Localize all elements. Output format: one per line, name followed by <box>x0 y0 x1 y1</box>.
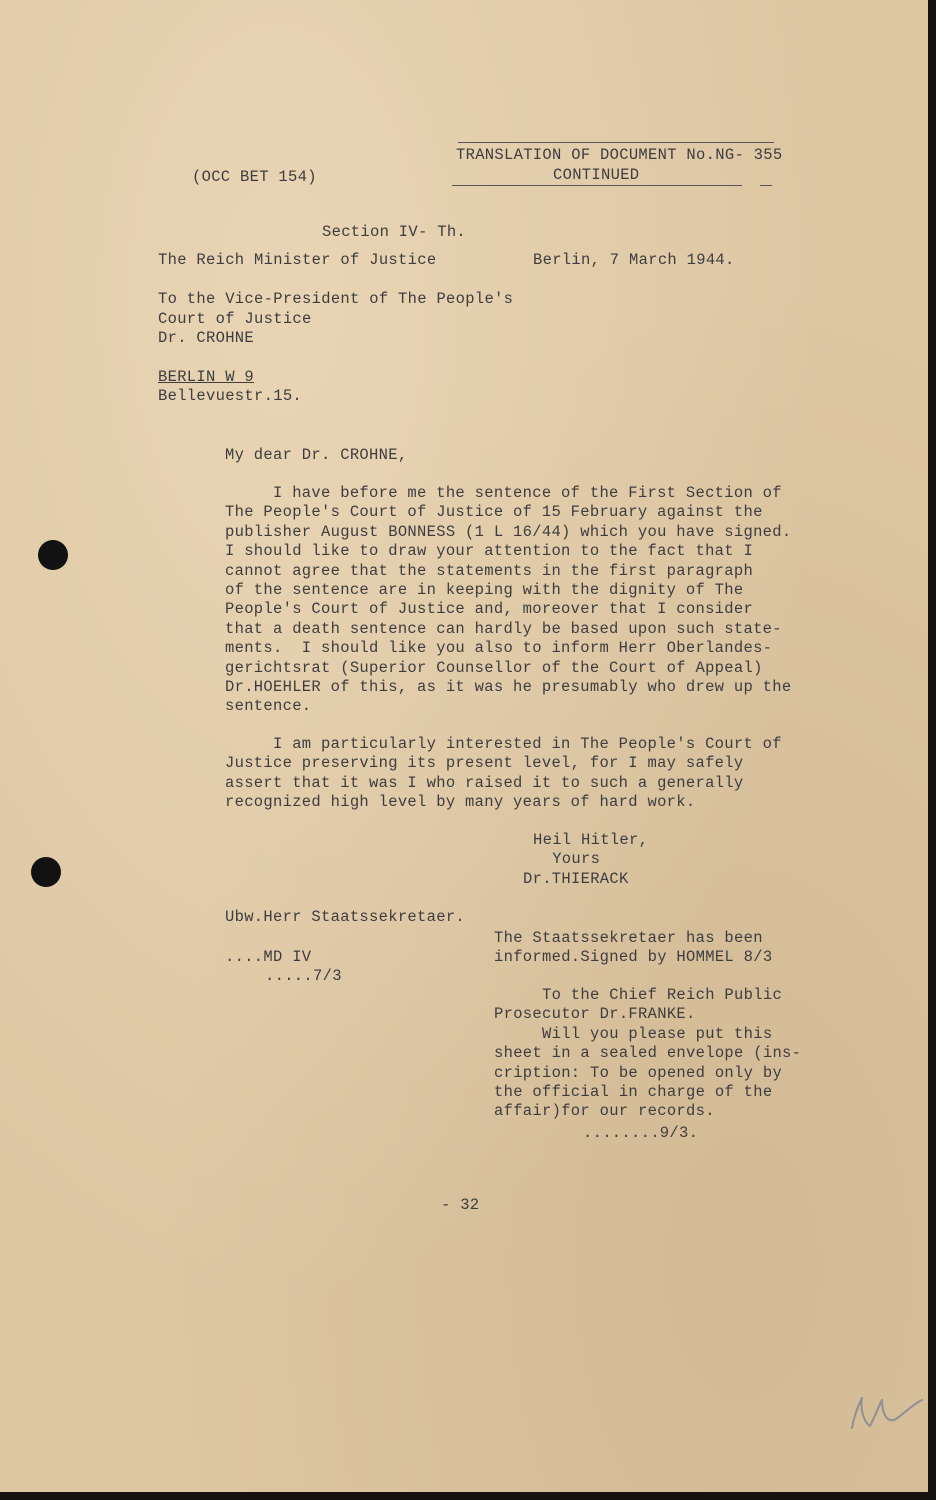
address-street: Bellevuestr.15. <box>158 387 303 405</box>
signature-name: Dr.THIERACK <box>523 870 629 888</box>
header-bottom-rule <box>452 185 742 186</box>
informed-note: informed.Signed by HOMMEL 8/3 <box>494 948 773 966</box>
instruction-line: Will you please put this <box>494 1025 773 1043</box>
salutation: My dear Dr. CROHNE, <box>225 446 408 464</box>
recipient-line: Court of Justice <box>158 310 312 328</box>
informed-note: The Staatssekretaer has been <box>494 929 763 947</box>
paragraph-line: I should like to draw your attention to the fact that I <box>225 542 754 561</box>
instruction-line: cription: To be opened only by <box>494 1064 783 1082</box>
ubw-note: Ubw.Herr Staatssekretaer. <box>225 908 466 926</box>
instruction-line: sheet in a sealed envelope (ins- <box>494 1044 802 1062</box>
section-label: Section IV- Th. <box>322 223 467 241</box>
paragraph-line: assert that it was I who raised it to such a generally <box>225 773 744 792</box>
page-number: - 32 <box>441 1196 480 1214</box>
paragraph-line: People's Court of Justice and, moreover that I consider <box>225 600 754 619</box>
header-tail-rule <box>760 185 772 186</box>
continued-label: CONTINUED <box>553 166 640 184</box>
paragraph-line: sentence. <box>225 697 312 716</box>
paragraph-line: gerichtsrat (Superior Counsellor of the Court of Appeal) <box>225 658 763 677</box>
address-city: BERLIN W 9 <box>158 368 255 386</box>
paragraph-line: Justice preserving its present level, for I may safely <box>225 754 744 773</box>
paragraph-line: cannot agree that the statements in the first paragraph <box>225 561 754 580</box>
paragraph-line: The People's Court of Justice of 15 February against the <box>225 503 763 522</box>
handwritten-initials <box>842 1388 926 1438</box>
instruction-line: Prosecutor Dr.FRANKE. <box>494 1005 696 1023</box>
paragraph-line: ments. I should like you also to inform Herr Oberlandes- <box>225 639 773 658</box>
paragraph-line: of the sentence are in keeping with the dignity of The <box>225 581 744 599</box>
punch-hole <box>31 857 61 887</box>
closing-line: Yours <box>533 850 601 868</box>
place-date: Berlin, 7 March 1944. <box>533 251 735 269</box>
paragraph-line: recognized high level by many years of hard work. <box>225 793 696 812</box>
paragraph-line: that a death sentence can hardly be based upon such state- <box>225 619 782 638</box>
translation-line: TRANSLATION OF DOCUMENT No.NG- 355 <box>456 146 783 164</box>
instruction-line: To the Chief Reich Public <box>494 986 783 1004</box>
instruction-line: affair)for our records. <box>494 1102 715 1120</box>
paragraph-line: Dr.HOEHLER of this, as it was he presumably who drew up the <box>225 678 792 696</box>
paragraph-line: I have before me the sentence of the First Section of <box>225 484 782 502</box>
sender-line: The Reich Minister of Justice <box>158 251 437 269</box>
recipient-line: Dr. CROHNE <box>158 329 255 347</box>
header-top-rule <box>458 142 774 143</box>
md-date: .....7/3 <box>265 967 342 985</box>
punch-hole <box>38 540 68 570</box>
recipient-line: To the Vice-President of The People's <box>158 290 514 308</box>
md-note: ....MD IV <box>225 948 312 966</box>
paragraph-line: I am particularly interested in The People's Court of <box>225 735 782 753</box>
instruction-line: the official in charge of the <box>494 1083 773 1101</box>
instruction-date: ........9/3. <box>583 1124 699 1142</box>
paragraph-line: publisher August BONNESS (1 L 16/44) which you have signed. <box>225 522 792 541</box>
ref-code: (OCC BET 154) <box>192 168 317 186</box>
closing-line: Heil Hitler, <box>533 831 649 849</box>
